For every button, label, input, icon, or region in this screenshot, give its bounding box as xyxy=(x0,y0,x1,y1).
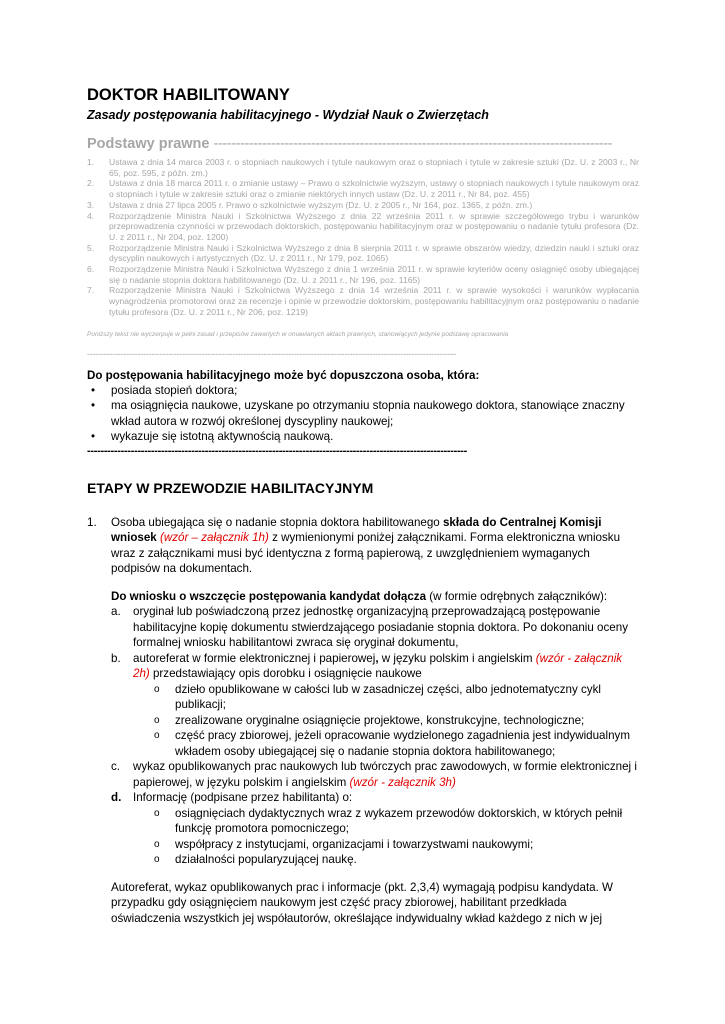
eligibility-item xyxy=(87,429,639,445)
attachments-list xyxy=(111,604,639,868)
document-subtitle: Zasady postępowania habilitacyjnego - Wydział Nauk o Zwierzętach xyxy=(87,108,489,122)
eligibility-intro: Do postępowania habilitacyjnego może być dopuszczona osoba, która: xyxy=(87,368,480,382)
eligibility-list xyxy=(87,383,639,445)
attachment-text: oryginał lub poświadczoną przez jednostkę organizacyjną przeprowadzającą postępowanie habilitacyjne kopię dokumentu stwierdzającego posiadanie stopnia doktora. Po dokonaniu oceny formalnej wniosku habilitantowi zwraca się oryginał dokumentu, xyxy=(133,605,628,650)
item-letter: c. xyxy=(111,760,121,774)
attachment-text: autoreferat xyxy=(133,651,190,665)
item-number: 5. xyxy=(87,242,95,253)
item-number: 3. xyxy=(87,199,95,210)
step-text-part: z wymienionymi poniżej załącznikami. Forma elektroniczna wniosku wraz z załącznikami musi być identyczna z formą papierową, z uwzględnieniem wymaganych podpisów na dokumentach. xyxy=(111,531,621,576)
sub-list xyxy=(133,682,639,760)
legal-basis-heading xyxy=(87,135,639,153)
eligibility-text: posiada stopień doktora; xyxy=(111,383,238,397)
circle-bullet-icon: o xyxy=(154,854,160,866)
attachment-item-c xyxy=(111,759,639,790)
eligibility-item xyxy=(87,398,639,429)
stages-heading: ETAPY W PRZEWODZIE HABILITACYJNYM xyxy=(87,479,374,496)
attachments-intro-bold: Do wniosku o wszczęcie postępowania kandydat dołącza xyxy=(111,589,427,603)
legal-basis-item xyxy=(87,211,639,243)
legal-basis-heading-text: Podstawy prawne xyxy=(87,136,210,152)
item-number: 4. xyxy=(87,210,95,221)
gray-separator: ------------------------------------------------------------------------------------------------------------------------------------ xyxy=(87,348,457,359)
step-text-part: Osoba ubiegająca się o nadanie stopnia doktora habilitowanego xyxy=(111,515,443,529)
black-separator: ----------------------------------------------------------------------------------------------------------------- xyxy=(87,444,468,457)
sub-item xyxy=(153,852,639,868)
circle-bullet-icon: o xyxy=(154,807,160,819)
legal-basis-list xyxy=(87,157,639,318)
item-text: Rozporządzenie Ministra Nauki i Szkolnictwa Wyższego z dnia 14 września 2011 r. w sprawie wysokości i warunków wypłacania wynagrodzenia promotorowi oraz za recenzje i opinie w przewodzie doktorskim, postępowaniu habilitacyjnym oraz postępowaniu o nadanie tytułu profesora (Dz. U. z 2011 r., Nr 206, poz. 1219) xyxy=(109,285,639,317)
sub-list xyxy=(133,806,639,868)
sub-item-text: dzieło opublikowane w całości lub w zasadniczej części, albo jednotematyczny cykl publikacji; xyxy=(175,682,601,712)
attachment-item-b xyxy=(111,651,639,760)
heading-dash-line: ------------------------------------------------------------------------------------------ xyxy=(213,136,613,152)
attachment-item-a xyxy=(111,604,639,651)
step-number: 1. xyxy=(87,515,97,529)
sub-item xyxy=(153,806,639,837)
sub-item xyxy=(153,713,639,729)
item-text: Ustawa z dnia 18 marca 2011 r. o zmianie ustawy – Prawo o szkolnictwie wyższym, ustawy o stopniach naukowych i tytule naukowym oraz o stopniach i tytule w zakresie sztuki oraz o zmianie niektórych innych ustaw (Dz. U. z 2011 r., Nr 84, poz. 455) xyxy=(109,178,639,200)
sub-item-text: osiągnięciach dydaktycznych wraz z wykazem przewodów doktorskich, w których pełnił funkcję promotora pomocniczego; xyxy=(175,806,623,836)
item-text: Ustawa z dnia 14 marca 2003 r. o stopniach naukowych i tytule naukowym oraz o stopniach i tytule w zakresie sztuki (Dz. U. z 2003 r., Nr 65, poz. 595, z późn. zm.) xyxy=(109,157,639,178)
item-letter: d. xyxy=(111,791,122,805)
sub-item xyxy=(153,837,639,853)
bullet-icon: • xyxy=(91,430,96,444)
attachment-text: przedstawiający opis dorobku i osiągnięcie naukowe xyxy=(149,667,422,681)
step-text-bold: składa do Centralnej Komisji wniosek xyxy=(111,515,602,545)
circle-bullet-icon: o xyxy=(154,838,160,850)
item-number: 2. xyxy=(87,178,95,189)
sub-item xyxy=(153,682,639,713)
disclaimer-note: Poniższy tekst nie wyczerpuje w pełni zasad i przepisów zawartych w omawianych aktach prawnych, stanowiących jedynie podstawę opracowania xyxy=(87,330,509,338)
eligibility-item xyxy=(87,383,639,399)
item-letter: b. xyxy=(111,651,121,665)
attachment-text-bold: , xyxy=(375,651,379,665)
attachment-text: wykaz opublikowanych prac naukowych lub twórczych prac zawodowych, w formie elektronicznej i papierowej xyxy=(133,760,637,789)
circle-bullet-icon: o xyxy=(154,714,160,726)
document-page xyxy=(87,86,639,926)
attachment-text: Informację (podpisane przez habilitanta) o: xyxy=(133,791,353,805)
document-title: DOKTOR HABILITOWANY xyxy=(87,86,290,104)
bullet-icon: • xyxy=(91,383,96,397)
legal-basis-item xyxy=(87,178,639,199)
attachment-text: , w języku polskim i angielskim xyxy=(189,775,347,789)
attachment-ref-3h: (wzór - załącznik 3h) xyxy=(346,775,456,789)
attachments-intro xyxy=(111,589,639,605)
circle-bullet-icon: o xyxy=(154,683,160,695)
sub-item-text: współpracy z instytucjami, organizacjami i towarzystwami naukowymi; xyxy=(175,837,534,851)
attachment-ref-2h: (wzór - załącznik 2h) xyxy=(133,651,623,681)
circle-bullet-icon: o xyxy=(154,730,160,742)
attachment-ref-1h: (wzór – załącznik 1h) xyxy=(156,531,269,545)
step-1 xyxy=(87,515,639,927)
legal-basis-item xyxy=(87,157,639,178)
sub-item xyxy=(153,728,639,759)
item-number: 6. xyxy=(87,264,95,275)
attachment-text: w formie elektronicznej i papierowej xyxy=(189,651,376,665)
item-number: 7. xyxy=(87,285,95,296)
attachments-intro-rest: (w formie odrębnych załączników): xyxy=(426,589,608,603)
eligibility-text: ma osiągnięcia naukowe, uzyskane po otrzymaniu stopnia naukowego doktora, stanowiące znaczny wkład autora w rozwój określonej dyscypliny naukowej; xyxy=(111,399,625,428)
legal-basis-item xyxy=(87,264,639,285)
sub-item-text: zrealizowane oryginalne osiągnięcie projektowe, konstrukcyjne, technologiczne; xyxy=(175,713,585,727)
item-text: Ustawa z dnia 27 lipca 2005 r. Prawo o szkolnictwie wyższym (Dz. U. z 2005 r., Nr 164, poz. 1365, z późn. zm.) xyxy=(109,199,533,210)
signature-requirement-paragraph: Autoreferat, wykaz opublikowanych prac i informacje (pkt. 2,3,4) wymagają podpisu kandydata. W przypadku gdy osiągnięciem naukowym jest część pracy zbiorowej, habilitant przedkłada oświadczenia wszystkich jej współautorów, określające indywidualny wkład każdego z nich w jej xyxy=(111,880,613,925)
attachment-item-d xyxy=(111,790,639,868)
sub-item-text: część pracy zbiorowej, jeżeli opracowanie wydzielonego zagadnienia jest indywidualnym wkładem osoby ubiegającej się o nadanie stopnia doktora habilitowanego; xyxy=(175,729,630,758)
legal-basis-item xyxy=(87,243,639,264)
legal-basis-item xyxy=(87,200,639,211)
eligibility-text: wykazuje się istotną aktywnością naukową. xyxy=(111,430,334,444)
bullet-icon: • xyxy=(91,399,96,413)
attachment-text: w języku polskim i angielskim xyxy=(378,651,533,665)
item-letter: a. xyxy=(111,605,121,619)
item-number: 1. xyxy=(87,157,95,167)
item-text: Rozporządzenie Ministra Nauki i Szkolnictwa Wyższego z dnia 1 września 2011 r. w sprawie kryteriów oceny osiągnięć osoby ubiegającej się o nadanie stopnia doktora habilitowanego (Dz. U. z 2011 r., Nr 196, poz. 1165) xyxy=(109,264,639,285)
legal-basis-item xyxy=(87,285,639,317)
step-1-text xyxy=(111,515,639,577)
item-text: Rozporządzenie Ministra Nauki i Szkolnictwa Wyższego z dnia 22 września 2011 r. w sprawie szczegółowego trybu i warunków przeprowadzenia czynności w przewodach doktorskich, postępowaniu habilitacyjnym oraz w postępowaniu o nadanie tytułu profesora (Dz. U. z 2011 r., Nr 204, poz. 1200) xyxy=(109,210,639,242)
item-text: Rozporządzenie Ministra Nauki i Szkolnictwa Wyższego z dnia 8 sierpnia 2011 r. w sprawie obszarów wiedzy, dziedzin nauki i sztuki oraz dyscyplin naukowych i artystycznych (Dz. U. z 2011 r., Nr 179, poz. 1065) xyxy=(109,242,639,264)
sub-item-text: działalności popularyzującej naukę. xyxy=(175,853,357,867)
